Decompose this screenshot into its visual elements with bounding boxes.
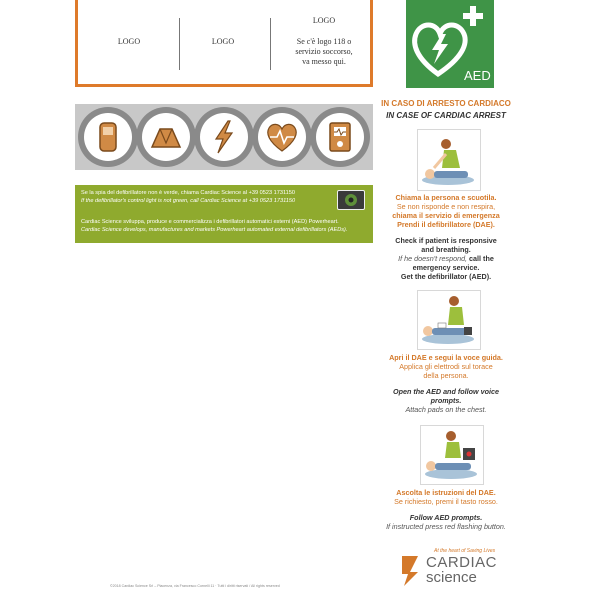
step3-text <box>377 488 515 531</box>
cardiac-science-logo <box>400 548 520 590</box>
footer-copyright: ©2018 Cardiac Science Srl – Piacenza, via Francesco Cornelli 11 · Tutti i diritti riservati / All rights reserved <box>110 584 280 588</box>
phone-icon <box>84 113 132 161</box>
illustration-attach-pads <box>417 290 481 350</box>
divider <box>179 18 180 70</box>
logo-placeholder-3: LOGO <box>312 16 336 25</box>
step2-en-line: Open the AED and follow voice <box>393 387 499 396</box>
title-it: IN CASO DI ARRESTO CARDIACO <box>381 99 511 108</box>
step1-it-line: Se non risponde e non respira, <box>396 202 496 211</box>
aed-sign-graphic <box>406 0 494 88</box>
step1-en-line: and breathing. <box>421 245 471 254</box>
logo-note-line: servizio soccorso, <box>295 47 353 56</box>
aed-label: AED <box>464 68 491 83</box>
step1-text <box>377 193 515 281</box>
step3-en-line: Follow AED prompts. <box>409 513 483 522</box>
step1-en-line: emergency service. <box>412 263 480 272</box>
control-light-note-en: If the defibrillator's control light is not green, call Cardiac Science at +39 0523 1731150 <box>81 198 296 204</box>
step2-it-line: Applica gli elettrodi sul torace <box>399 362 493 371</box>
icon-badge <box>78 107 138 167</box>
step3-it-line: Ascolta le istruzioni del DAE. <box>396 488 496 497</box>
brand-tagline: At the heart of Saving Lives <box>434 548 496 554</box>
step3-en-line: If instructed press red flashing button. <box>386 522 506 531</box>
step1-it-line: chiama il servizio di emergenza <box>392 211 500 220</box>
step1-en-line: If he doesn't respond, <box>398 254 468 263</box>
logo-note <box>278 37 370 67</box>
brand-mark-icon <box>400 552 422 588</box>
brand-name-2: science <box>426 569 477 586</box>
logo-placeholder-2: LOGO <box>211 37 235 46</box>
icon-strip <box>75 104 373 170</box>
icon-badge <box>194 107 254 167</box>
step1-en-line: Check if patient is responsive <box>395 236 497 245</box>
step2-text <box>377 353 515 414</box>
lightning-icon <box>200 113 248 161</box>
aed-device-thumbnail <box>337 190 365 210</box>
icon-badge <box>310 107 370 167</box>
heart-lightning-icon <box>415 25 466 74</box>
illustration-check-patient <box>417 129 481 191</box>
control-light-note-it: Se la spia del defibrillatore non è verde, chiama Cardiac Science al +39 0523 1731150 <box>81 190 295 196</box>
logo-box <box>75 0 373 87</box>
info-box <box>75 185 373 243</box>
step2-en-line: Attach pads on the chest. <box>405 405 487 414</box>
aed-device-icon <box>316 113 364 161</box>
step1-it-line: Chiama la persona e scuotila. <box>395 193 497 202</box>
divider <box>270 18 271 70</box>
icon-badge <box>252 107 312 167</box>
icon-badge <box>136 107 196 167</box>
logo-note-line: va messo qui. <box>302 57 346 66</box>
brand-name-1: CARDIAC <box>426 554 498 571</box>
step1-en-line: call the <box>467 254 494 263</box>
aed-sign <box>406 0 494 88</box>
illustration-follow-prompts <box>420 425 484 485</box>
logo-placeholder-1: LOGO <box>117 37 141 46</box>
step2-it-line: della persona. <box>423 371 469 380</box>
step2-en-line: prompts. <box>430 396 462 405</box>
heart-pulse-icon <box>258 113 306 161</box>
logo-note-line: Se c'è logo 118 o <box>296 37 352 46</box>
hands-cpr-icon <box>142 113 190 161</box>
company-note-en: Cardiac Science develops, manufactures and markets Powerheart automated external defibrillators (AEDs). <box>81 227 348 233</box>
step1-en-line: Get the defibrillator (AED). <box>400 272 492 281</box>
plus-cross-icon <box>463 6 483 26</box>
step1-it-line: Prendi il defibrillatore (DAE). <box>397 220 495 229</box>
title-en: IN CASE OF CARDIAC ARREST <box>386 111 506 120</box>
step2-it-line: Apri il DAE e segui la voce guida. <box>389 353 503 362</box>
step3-it-line: Se richiesto, premi il tasto rosso. <box>394 497 498 506</box>
company-note-it: Cardiac Science sviluppa, produce e commercializza i defibrillatori automatici esterni (AED) Powerheart. <box>81 219 339 225</box>
